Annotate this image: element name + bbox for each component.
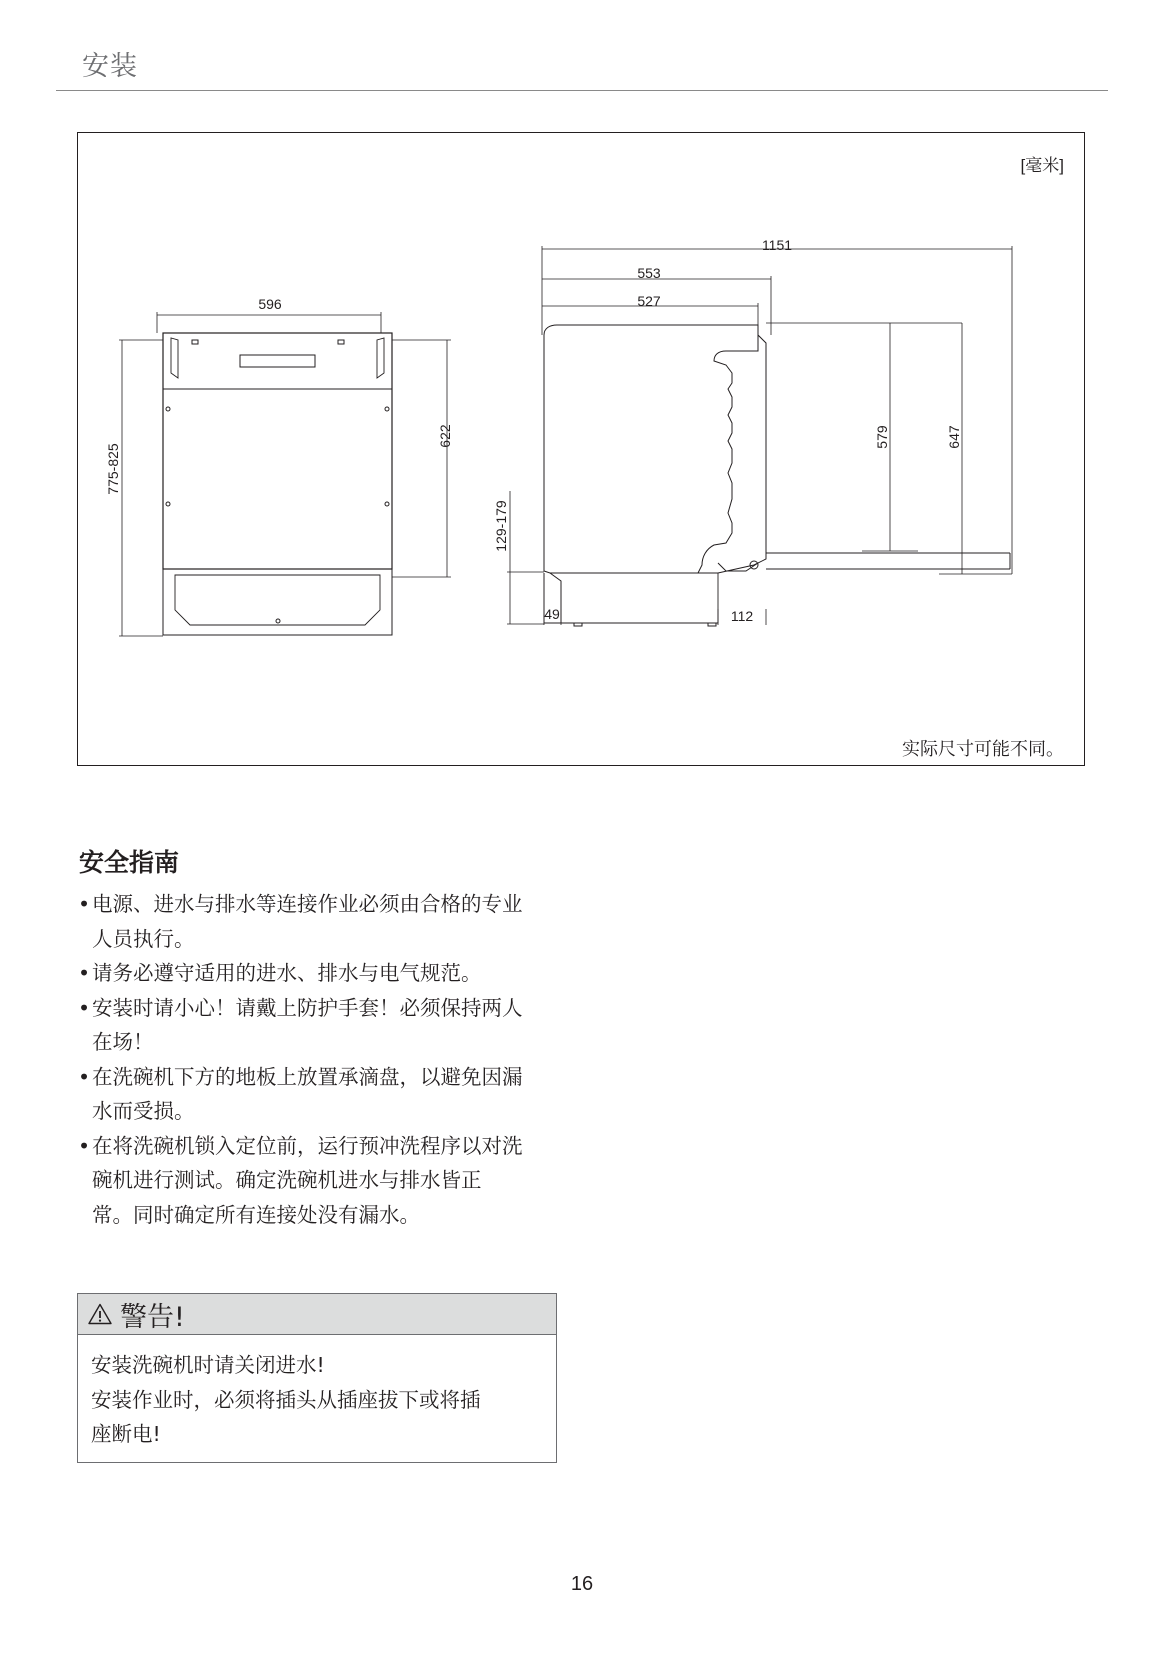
safety-list [78,887,568,1232]
safety-list-item [78,1129,568,1233]
side-dimension-lines [507,246,1012,625]
page-number: 16 [570,1573,594,1595]
warning-line: 座断电! [91,1422,161,1446]
warning-line: 安装洗碗机时请关闭进水! [91,1353,325,1377]
safety-list-item [78,991,568,1060]
safety-item-line: 碗机进行测试。确定洗碗机进水与排水皆正 [92,1168,482,1192]
side-view [544,325,1010,626]
safety-item-line: 安装时请小心！请戴上防护手套！必须保持两人 [92,995,523,1020]
warning-box [77,1293,557,1463]
dim-depth-outer: 553 [637,265,661,281]
safety-list-item [78,1060,568,1129]
front-view [163,333,392,635]
warning-body [78,1335,556,1452]
warning-triangle-icon [88,1303,112,1325]
dimension-figure [77,132,1085,766]
warning-title: 警告! [120,1301,185,1333]
bullet-dot: • [78,1133,91,1158]
header-divider [56,90,1108,91]
bullet-dot: • [78,1064,91,1089]
safety-item-line: 在场！ [92,1030,154,1054]
bullet-dot: • [78,995,91,1020]
dim-plinth-depth: 49 [544,606,560,622]
dim-front-width: 596 [258,296,282,312]
safety-item-line: 在洗碗机下方的地板上放置承滴盘，以避免因漏 [92,1064,523,1089]
unit-label: [毫米] [1020,156,1064,175]
safety-section-title: 安全指南 [79,848,180,877]
bullet-dot: • [78,892,91,916]
safety-item-line: 常。同时确定所有连接处没有漏水。 [92,1202,420,1227]
dim-depth-inner: 527 [637,293,661,309]
figure-note: 实际尺寸可能不同。 [902,739,1064,760]
safety-item-line: 人员执行。 [92,926,195,951]
safety-list-item [78,887,568,956]
dim-plinth-height: 129-179 [493,500,509,552]
front-dimension-lines [119,312,451,636]
dim-front-height: 775-825 [105,443,121,495]
safety-item-line: 在将洗碗机锁入定位前，运行预冲洗程序以对洗 [92,1133,523,1158]
dimension-diagram [78,133,1084,765]
dim-front-panel-height: 622 [437,424,453,448]
safety-item-line: 请务必遵守适用的进水、排水与电气规范。 [92,961,482,985]
warning-header [78,1294,556,1335]
warning-line: 安装作业时，必须将插头从插座拔下或将插 [91,1387,481,1412]
bullet-dot: • [78,961,91,985]
header-title: 安装 [82,51,138,82]
dim-door-height-647: 647 [946,425,962,449]
safety-item-line: 水而受损。 [92,1099,195,1123]
safety-item-line: 电源、进水与排水等连接作业必须由合格的专业 [92,892,523,916]
dim-door-height-579: 579 [874,425,890,449]
dim-foot-offset: 112 [730,608,754,624]
safety-list-item [78,956,568,991]
dim-total-depth: 1151 [761,237,793,253]
